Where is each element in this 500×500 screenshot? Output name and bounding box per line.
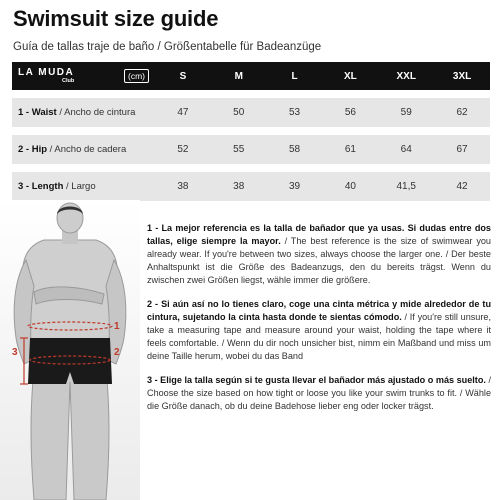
brand-cell bbox=[12, 62, 155, 90]
brand-logo bbox=[18, 68, 74, 85]
table-cell: 41,5 bbox=[378, 172, 434, 201]
body-illustration bbox=[0, 200, 140, 500]
table-cell: 59 bbox=[378, 98, 434, 127]
table-row-waist bbox=[12, 98, 490, 127]
measure-marker-2: 2 bbox=[114, 347, 120, 358]
measure-marker-1: 1 bbox=[114, 321, 120, 332]
table-cell: 61 bbox=[322, 135, 378, 164]
body-figure-svg bbox=[0, 200, 140, 500]
table-cell: 50 bbox=[211, 98, 267, 127]
note-3: 3 - Elige la talla según si te gusta llevar el bañador más ajustado o más suelto. / Choose the size based on how tight or loose you like your swim trunks to fit. / Wähle die Größe danach, ob du deine Badehose lieber eng oder locker trägst. bbox=[147, 375, 491, 411]
size-header-s: S bbox=[155, 62, 211, 90]
size-header-xl: XL bbox=[322, 62, 378, 90]
table-row-length bbox=[12, 172, 490, 201]
brand-logo-name: LA MUDA bbox=[18, 66, 75, 78]
note-1: 1 - La mejor referencia es la talla de bañador que ya usas. Si dudas entre dos tallas, elige siempre la mayor. / The best reference is the size of swimwear you already wear. If you're between two sizes, always choose the larger one. / Der beste Anhaltspunkt ist die Größe des Badeanzugs, den du bereits trägst. Wenn du zwischen zwei Größen liegst, wähle immer die größere. bbox=[147, 223, 491, 285]
table-cell: 64 bbox=[378, 135, 434, 164]
table-cell: 58 bbox=[267, 135, 323, 164]
size-header-m: M bbox=[211, 62, 267, 90]
table-cell: 56 bbox=[322, 98, 378, 127]
table-header-row bbox=[12, 62, 490, 90]
table-row-hip bbox=[12, 135, 490, 164]
size-header-xxl: XXL bbox=[378, 62, 434, 90]
row-label-length: 3 - Length / Largo bbox=[12, 172, 155, 201]
size-header-3xl: 3XL bbox=[434, 62, 490, 90]
table-cell: 47 bbox=[155, 98, 211, 127]
table-cell: 52 bbox=[155, 135, 211, 164]
row-label-hip: 2 - Hip / Ancho de cadera bbox=[12, 135, 155, 164]
size-table bbox=[12, 62, 490, 201]
table-cell: 38 bbox=[155, 172, 211, 201]
brand-logo-sub: Club bbox=[62, 77, 75, 84]
table-cell: 38 bbox=[211, 172, 267, 201]
measure-marker-3: 3 bbox=[12, 347, 18, 358]
table-cell: 40 bbox=[322, 172, 378, 201]
page-subtitle: Guía de tallas traje de baño / Größentabelle für Badeanzüge bbox=[13, 41, 322, 53]
table-cell: 55 bbox=[211, 135, 267, 164]
table-cell: 53 bbox=[267, 98, 323, 127]
table-cell: 62 bbox=[434, 98, 490, 127]
size-notes bbox=[147, 222, 491, 424]
unit-badge: (cm) bbox=[124, 69, 149, 83]
table-cell: 67 bbox=[434, 135, 490, 164]
note-2: 2 - Si aún así no lo tienes claro, coge una cinta métrica y mide alrededor de tu cintura, sujetando la cinta hasta donde te sientas cómodo. / If you're still unsure, take a measuring tape and measure around your waist, holding the tape where it feels comfortable. / Wenn du dir noch unsicher bist, nimm ein Maßband und miss um deine Taille herum, wobei du das Band bbox=[147, 299, 491, 361]
table-cell: 42 bbox=[434, 172, 490, 201]
page-title: Swimsuit size guide bbox=[13, 6, 219, 31]
size-header-l: L bbox=[267, 62, 323, 90]
table-cell: 39 bbox=[267, 172, 323, 201]
row-label-waist: 1 - Waist / Ancho de cintura bbox=[12, 98, 155, 127]
